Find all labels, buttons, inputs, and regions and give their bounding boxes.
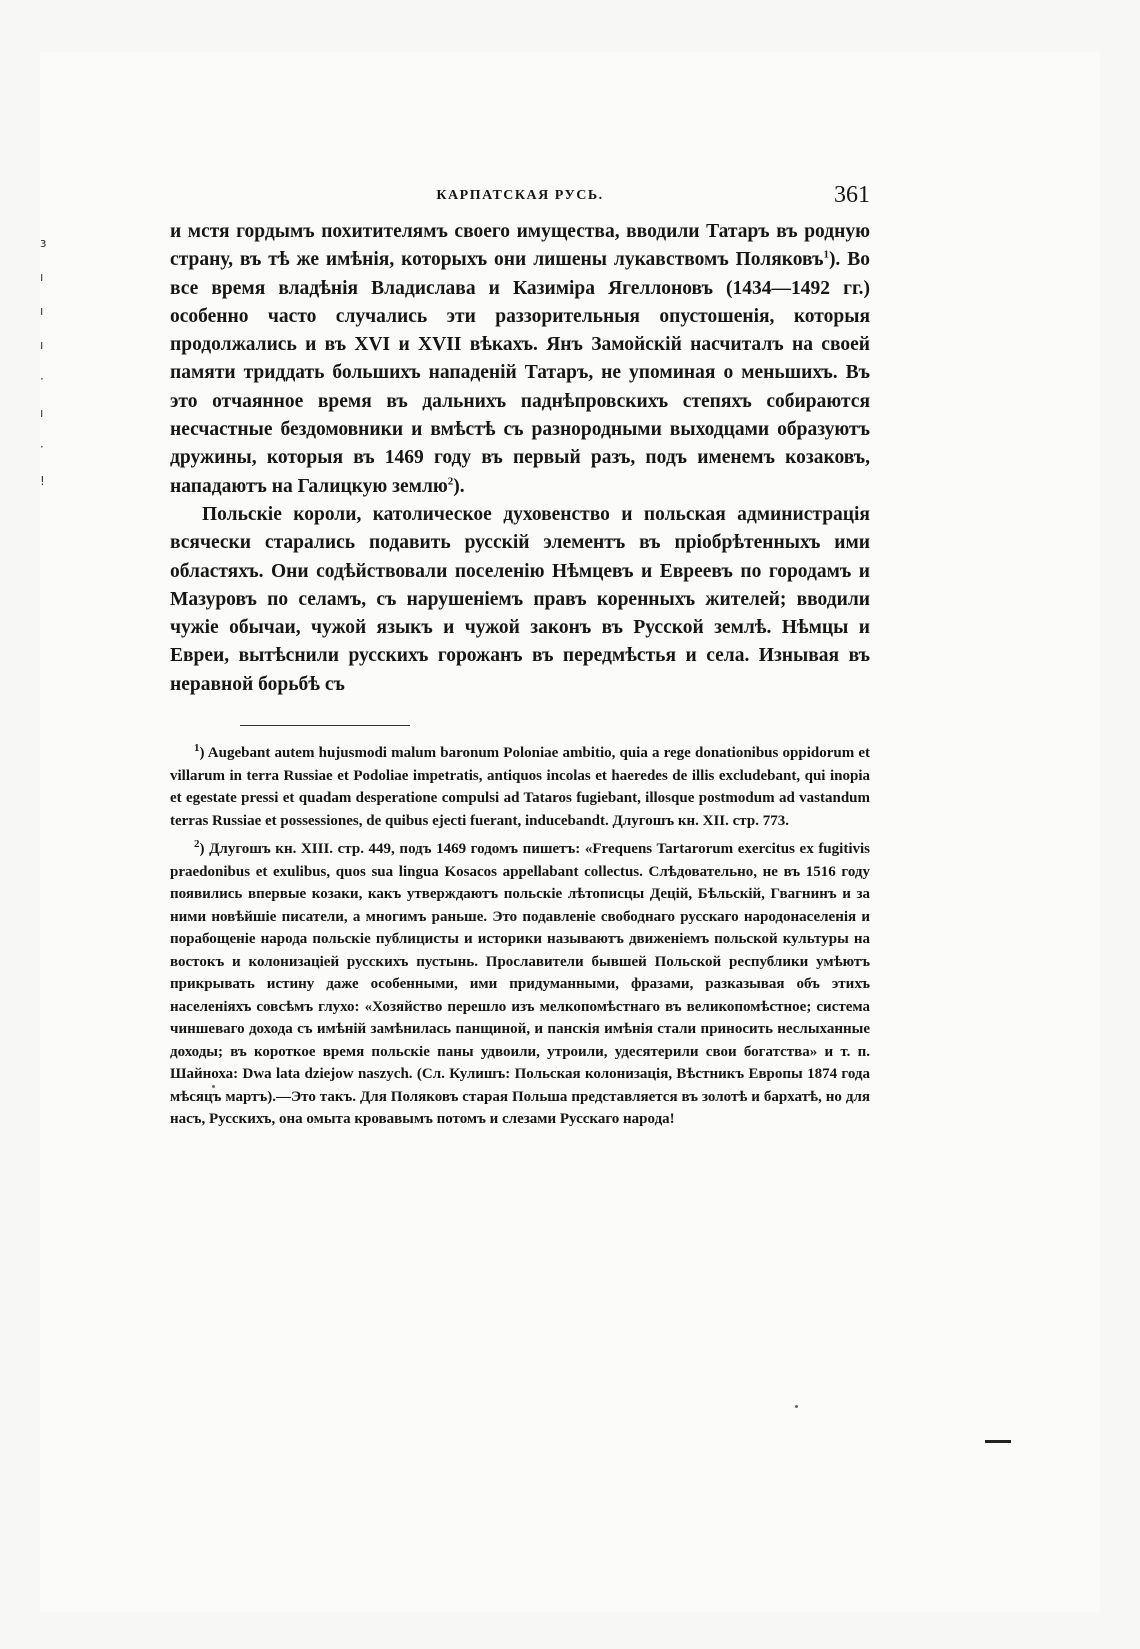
footnote-2-mark: 2	[194, 838, 200, 851]
footnote-2	[170, 838, 870, 1131]
footnote-1	[170, 742, 870, 832]
scan-speck	[212, 1085, 215, 1088]
scan-dash-mark	[985, 1440, 1011, 1443]
margin-mark: з	[40, 236, 47, 250]
footnote-divider	[240, 725, 410, 726]
margin-mark: ·	[40, 372, 44, 386]
margin-marks	[40, 236, 54, 508]
paragraph-1	[170, 218, 870, 501]
paragraph-1-text-cont: ). Во все время владѣнія Владислава и Казиміра Ягеллоновъ (1434—1492 гг.) особенно часто случались эти раззорительныя опустошенія, которыя продолжались и въ XVI и XVII вѣкахъ. Янъ Замойскій насчиталъ на своей памяти триддать большихъ нападеній Татаръ, не упоминая о меньшихъ. Въ это отчаянное время въ дальнихъ паднѣпровскихъ степяхъ собираются несчастные бездомовники и вмѣстѣ съ разнородными выходцами образуютъ дружины, которыя въ 1469 году въ первый разъ, подъ именемъ козаковъ, нападаютъ на Галицкую землю	[170, 249, 870, 497]
paragraph-2: Польскіе короли, католическое духовенство и польская администрація всячески старались подавить русскій элементъ въ пріобрѣтенныхъ ими областяхъ. Они содѣйствовали поселенію Нѣмцевъ и Евреевъ по городамъ и Мазуровъ по селамъ, съ нарушеніемъ правъ коренныхъ жителей; вводили чужіе обычаи, чужой языкъ и чужой законъ въ Русской землѣ. Нѣмцы и Евреи, вытѣснили русскихъ горожанъ въ передмѣстья и села. Изнывая въ неравной борьбѣ съ	[170, 503, 870, 695]
paragraph-1-text: и мстя гордымъ похитителямъ своего имущества, вводили Татаръ въ родную страну, въ тѣ же имѣнія, которыхъ они лишены лукавствомъ Поляковъ	[170, 221, 870, 271]
paragraph-1-text-end: ).	[453, 475, 465, 497]
margin-mark: !	[40, 474, 45, 488]
margin-mark: ı	[40, 406, 44, 420]
running-title: КАРПАТСКАЯ РУСЬ.	[436, 188, 604, 203]
footnote-2-text: ) Длугошъ кн. XIII. стр. 449, подъ 1469 годомъ пишетъ: «Frequens Tartarorum exercitus ex fugitivis praedonibus et exulibus, quos sua lingua Kosacos appellabant collectus. Слѣдовательно, не въ 1516 году появились впервые козаки, какъ утверждаютъ польскіе лѣтописцы Децій, Бѣльскій, Гвагнинъ и за ними новѣйшіе писатели, а многимъ раньше. Это подавленіе свободнаго русскаго народонаселенія и порабощеніе народа польскіе публицисты и историки называютъ движеніемъ польской культуры на востокъ и колонизаціей русскихъ пустынь. Прославители бывшей Польской республики умѣютъ прикрывать истину даже особенными, ими придуманными, фразами, разказывая объ этихъ населеніяхъ совсѣмъ глухо: «Хозяйство перешло изъ мелкопомѣстнаго въ великопомѣстное; система чиншеваго дохода съ имѣній замѣнилась панщиной, и панскія имѣнія стали приносить неслыханные доходы; въ короткое время польскіе паны удвоили, утроили, удесятерили свои богатства» и т. п. Шайноха: Dwa lata dziejow naszych. (Сл. Кулишъ: Польская колонизація, Вѣстникъ Европы 1874 года мѣсяцъ мартъ).—Это такъ. Для Поляковъ старая Польша представляется въ золотѣ и бархатѣ, но для насъ, Русскихъ, она омыта кровавымъ потомъ и слезами Русскаго народа!	[170, 841, 870, 1128]
margin-mark: ı	[40, 338, 44, 352]
body-text	[170, 218, 870, 699]
page-content	[170, 182, 870, 1137]
footnote-1-text: ) Augebant autem hujusmodi malum baronum Poloniae ambitio, quia a rege donationibus oppidorum et villarum in terra Russiae et Podoliae impetratis, antiquos incolas et haeredes de illis excludebant, qui inopia et egestate pressi et quadam desperatione compulsi ad Tataros fugiebant, illosque postmodum ad vastandum terras Russiae et possessiones, de quibus ejecti fuerant, inducebandt. Длугошъ кн. XII. стр. 773.	[170, 745, 870, 829]
scan-speck	[795, 1405, 798, 1408]
footnotes	[170, 742, 870, 1131]
footnote-1-mark: 1	[194, 742, 200, 755]
page-header	[170, 182, 870, 218]
margin-mark: ı	[40, 270, 44, 284]
footnote-ref-1[interactable]: 1	[823, 248, 829, 261]
margin-mark: ·	[40, 440, 44, 454]
page-number: 361	[834, 182, 870, 208]
margin-mark: ı	[40, 304, 44, 318]
footnote-ref-2[interactable]: 2	[447, 475, 454, 488]
